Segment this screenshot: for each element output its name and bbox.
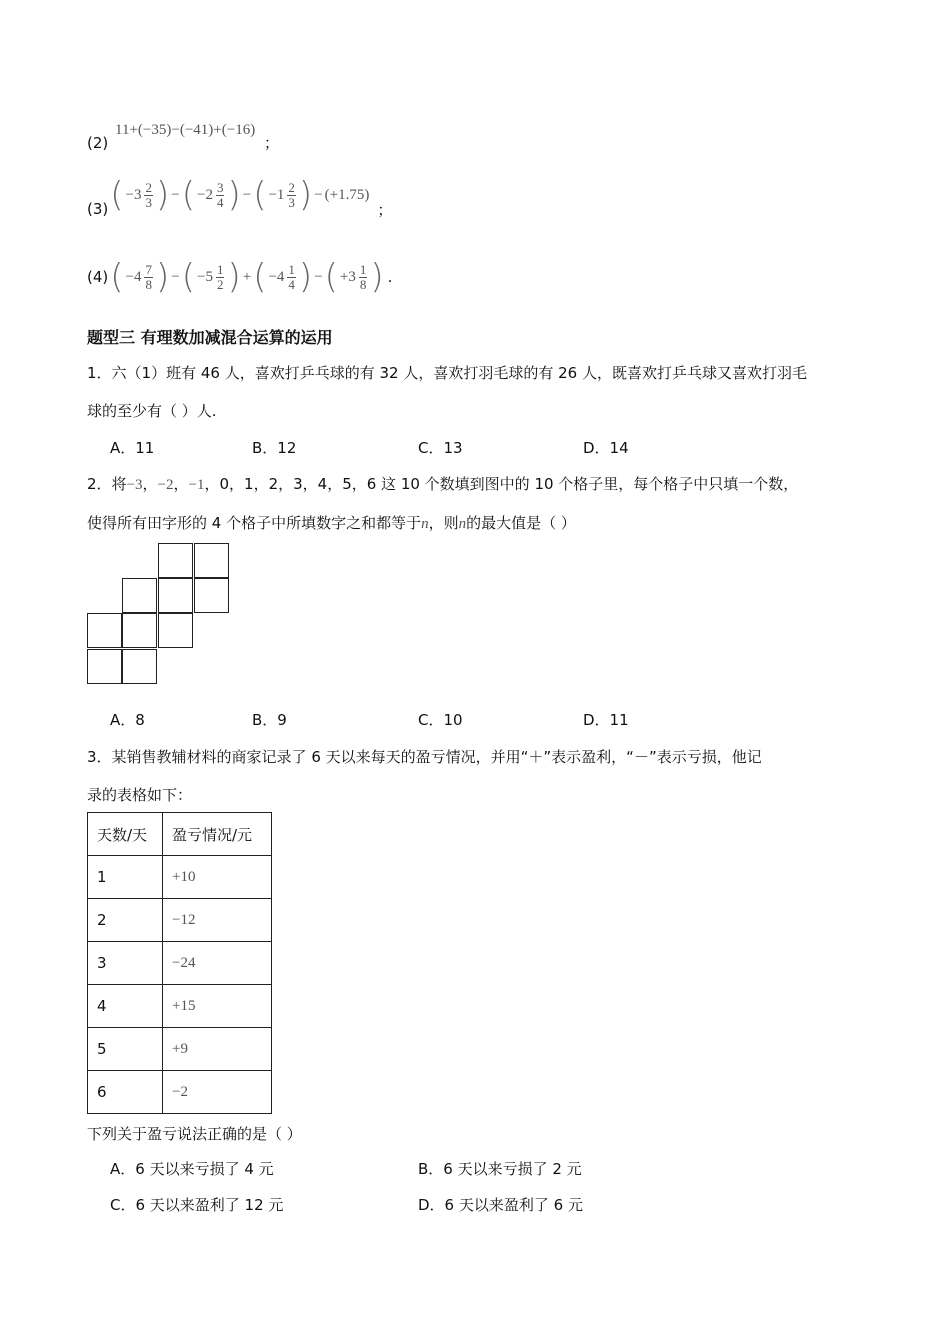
q2-line2 <box>87 512 576 533</box>
q1-option-b[interactable]: B．12 <box>252 439 297 457</box>
problem-3-op3: − <box>314 186 323 203</box>
problem-4: (4) ( −4 $\frac{7}{8}$ ) − ( −5 $\frac{1}{2}$ ) + ( −4 $\frac{1}{4}$ ) − ( +3 $\frac{1}{8}$ ) . <box>87 257 393 297</box>
problem-4-label: (4) <box>87 268 109 286</box>
problem-3-term4: (+1.75) <box>324 186 370 203</box>
q3-line2: 录的表格如下： <box>87 786 193 804</box>
q2-line1 <box>87 473 798 494</box>
table-header-days: 天数/天 <box>88 813 163 856</box>
grid-cell <box>194 543 229 578</box>
problem-3-label: (3) <box>87 200 109 218</box>
grid-cell <box>122 649 157 684</box>
table-cell-day: 5 <box>88 1028 163 1071</box>
q2-option-d[interactable]: D．11 <box>583 711 629 729</box>
grid-cell <box>122 578 157 613</box>
table-header-profit: 盈亏情况/元 <box>163 813 272 856</box>
problem-4-term2-fraction: $\frac{1}{2}$ <box>216 261 224 292</box>
problem-4-term3-fraction: $\frac{1}{4}$ <box>288 261 295 292</box>
problem-2-label: (2) <box>87 134 109 152</box>
table-row <box>88 899 272 942</box>
profit-loss-table <box>87 812 272 1114</box>
problem-4-op2: + <box>242 268 252 285</box>
q2-line1-start: 2．将 <box>87 475 127 493</box>
grid-cell <box>158 578 193 613</box>
problem-3-end: ； <box>377 200 393 219</box>
problem-4-term1-fraction: $\frac{7}{8}$ <box>145 261 152 292</box>
q2-sep2: ， <box>173 475 189 493</box>
q3-option-b[interactable]: B．6 天以来亏损了 2 元 <box>418 1160 582 1178</box>
q2-sep1: ， <box>142 475 158 493</box>
table-cell-value: −24 <box>163 942 272 985</box>
q1-option-c[interactable]: C．13 <box>418 439 463 457</box>
table-header-row <box>88 813 272 856</box>
grid-cell <box>158 613 193 648</box>
problem-3-term2-whole: −2 <box>196 186 213 203</box>
q2-var-n-2: n <box>458 516 467 532</box>
q3-option-d[interactable]: D．6 天以来盈利了 6 元 <box>418 1196 583 1214</box>
q2-line2-mid: ，则 <box>428 514 459 532</box>
q2-option-b[interactable]: B．9 <box>252 711 287 729</box>
table-cell-day: 6 <box>88 1071 163 1114</box>
table-row <box>88 942 272 985</box>
problem-3-term1-fraction: $\frac{2}{3}$ <box>145 179 152 210</box>
table-cell-value: −2 <box>163 1071 272 1114</box>
problem-4-term4-whole: +3 <box>339 268 356 285</box>
q2-number-neg2: −2 <box>157 477 174 493</box>
q2-line2-end: 的最大值是（ ） <box>466 514 576 532</box>
grid-cell <box>194 578 229 613</box>
table-row <box>88 985 272 1028</box>
table-cell-day: 3 <box>88 942 163 985</box>
q2-line1-rest: ，0，1，2，3，4，5，6 这 10 个数填到图中的 10 个格子里，每个格子中只填一个数， <box>204 475 799 493</box>
q2-number-neg3: −3 <box>126 477 143 493</box>
table-cell-day: 1 <box>88 856 163 899</box>
q3-option-a[interactable]: A．6 天以来亏损了 4 元 <box>110 1160 274 1178</box>
grid-cell <box>122 613 157 648</box>
q2-line2-start: 使得所有田字形的 4 个格子中所填数字之和都等于 <box>87 514 422 532</box>
q2-number-neg1: −1 <box>188 477 205 493</box>
problem-4-term4-fraction: $\frac{1}{8}$ <box>359 261 367 292</box>
problem-2-expression: 11+(−35)−(−41)+(−16) <box>115 122 256 138</box>
problem-3-term1-whole: −3 <box>125 186 142 203</box>
problem-2-end: ； <box>263 134 279 152</box>
problem-4-term2-whole: −5 <box>196 268 213 285</box>
section-title: 题型三 有理数加减混合运算的运用 <box>87 328 333 347</box>
q3-line1: 3．某销售教辅材料的商家记录了 6 天以来每天的盈亏情况，并用“＋”表示盈利，“－”表示亏损，他记 <box>87 748 762 766</box>
grid-cell <box>87 649 122 684</box>
problem-3-op2: − <box>242 186 252 203</box>
problem-4-term3-whole: −4 <box>268 268 285 285</box>
q2-var-n: n <box>421 516 429 532</box>
q2-option-a[interactable]: A．8 <box>110 711 145 729</box>
problem-3: (3) ( −3 $\frac{2}{3}$ ) − ( −2 $\frac{3}{4}$ ) − ( −1 $\frac{2}{3}$ ) − (+1.75) ； <box>87 175 393 219</box>
grid-cell <box>158 543 193 578</box>
table-cell-value: +9 <box>163 1028 272 1071</box>
q1-option-a[interactable]: A．11 <box>110 439 155 457</box>
problem-3-term3-whole: −1 <box>268 186 285 203</box>
problem-2 <box>87 118 279 152</box>
q1-line2: 球的至少有（ ）人. <box>87 402 217 420</box>
q3-prompt: 下列关于盈亏说法正确的是（ ） <box>87 1125 302 1143</box>
problem-4-term1-whole: −4 <box>125 268 142 285</box>
table-row <box>88 1071 272 1114</box>
problem-4-op1: − <box>171 268 180 285</box>
table-cell-value: +10 <box>163 856 272 899</box>
q1-line1: 1．六（1）班有 46 人，喜欢打乒乓球的有 32 人，喜欢打羽毛球的有 26 人，既喜欢打乒乓球又喜欢打羽毛 <box>87 364 807 382</box>
grid-cell <box>87 613 122 648</box>
problem-4-op3: − <box>314 268 323 285</box>
problem-3-term3-fraction: $\frac{2}{3}$ <box>288 179 295 210</box>
table-cell-day: 4 <box>88 985 163 1028</box>
table-cell-value: +15 <box>163 985 272 1028</box>
q2-option-c[interactable]: C．10 <box>418 711 463 729</box>
problem-3-term2-fraction: $\frac{3}{4}$ <box>216 179 224 210</box>
table-cell-value: −12 <box>163 899 272 942</box>
table-cell-day: 2 <box>88 899 163 942</box>
table-row <box>88 856 272 899</box>
problem-4-end: . <box>387 268 393 286</box>
q3-option-c[interactable]: C．6 天以来盈利了 12 元 <box>110 1196 284 1214</box>
q1-option-d[interactable]: D．14 <box>583 439 629 457</box>
problem-3-op1: − <box>171 186 180 203</box>
table-row <box>88 1028 272 1071</box>
